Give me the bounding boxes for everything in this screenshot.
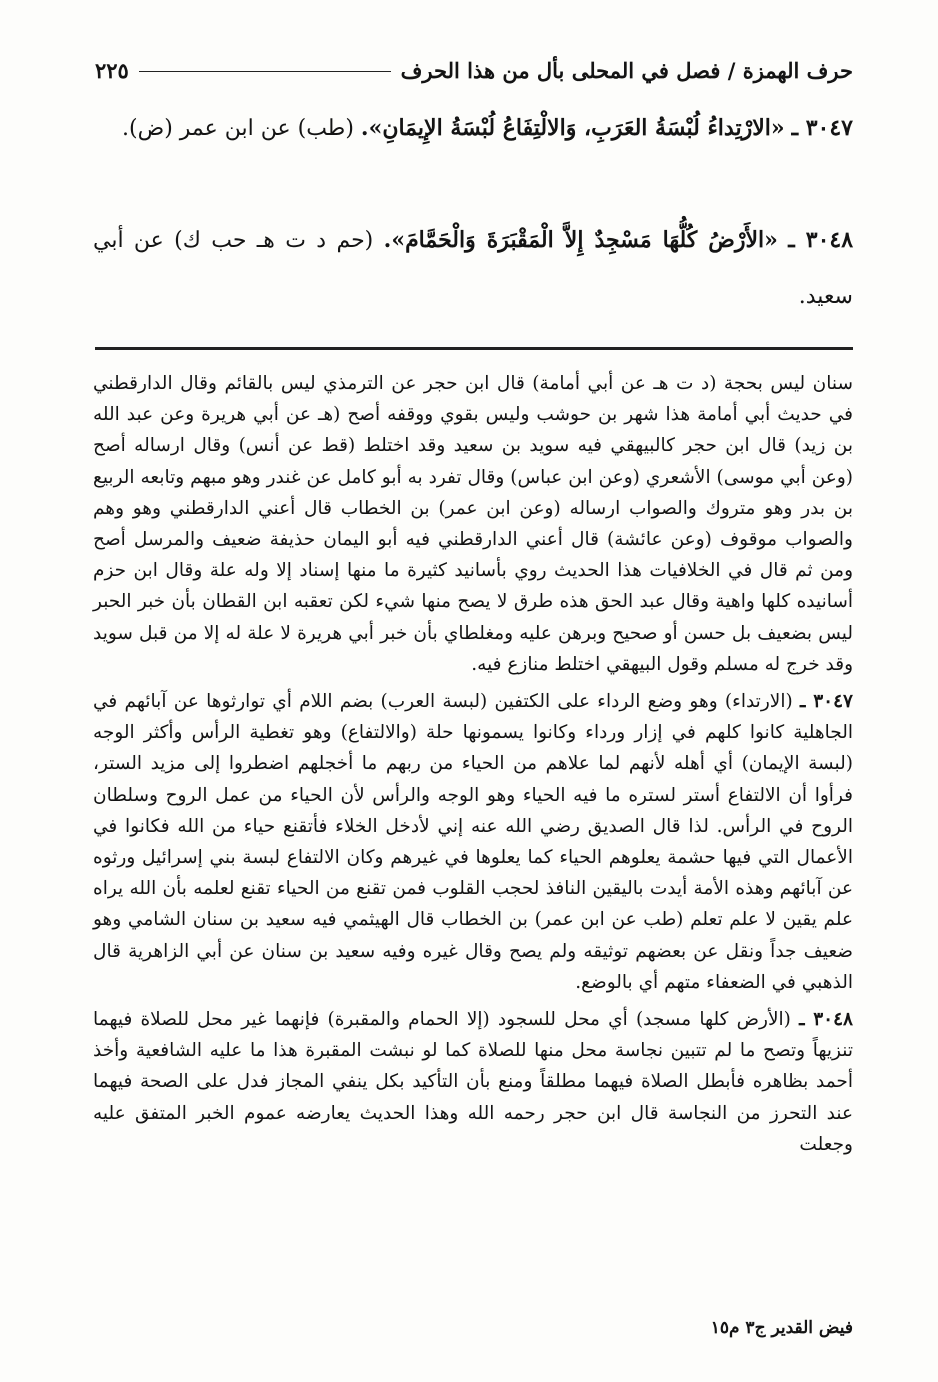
commentary-text: سنان ليس بحجة (د ت هـ عن أبي أمامة) قال ابن حجر عن الترمذي ليس بالقائم وقال الدارقطني في حديث أبي أمامة هذا شهر بن حوشب وليس بقوي ووقفه أصح (هـ عن أبي هريرة وعن عبد الله بن زيد) قال ابن حجر كالبيهقي فيه سويد بن سعيد وقد اختلط (قط عن أنس) وقال ارساله أصح (وعن أبي موسى) الأشعري (وعن ابن عباس) وقال تفرد به أبو كامل عن غندر وهو مبهم وتابعه الربيع بن بدر وهو متروك والصواب ارساله (وعن ابن عمر) بن الخطاب قال أعني الدارقطني وهو وهم والصواب موقوف (وعن عائشة) قال أعني الدارقطني فيه أبو اليمان حذيفة ضعيف والمرسل أصح ومن ثم قال في الخلافيات هذا الحديث روي بأسانيد كثيرة ما منها إسناد إلا وله علة وقال ابن حزم أسانيده كلها واهية وقال عبد الحق هذه طرق لا يصح منها شيء لكن تعقبه ابن القطان بأن خبر الحبر ليس بضعيف بل حسن أو صحيح وبرهن عليه ومغلطاي بأن خبر أبي هريرة لا علة له إلا من قبل سويد وقد خرج له مسلم وقول البيهقي اختلط منازع فيه.: [93, 373, 853, 675]
header-rule: [139, 71, 391, 72]
commentary-number: ٣٠٤٨ ـ: [799, 1009, 853, 1031]
page-header: [95, 58, 853, 92]
commentary-text: (الأرض كلها مسجد) أي محل للسجود (إلا الحمام والمقبرة) فإنهما غير محل للصلاة فيهما تنزيهاً وتصح ما لم تتبين نجاسة محل منها للصلاة كما لو نبشت المقبرة هذا ما عليه الشافعية وأخذ أحمد بظاهره فأبطل الصلاة فيهما مطلقاً ومنع بأن التأكيد بكل ينفي المجاز فدل على الصحة فيهما عند التحرز من النجاسة قال ابن حجر رحمه الله وهذا الحديث يعارضه عموم الخبر المتفق عليه وجعلت: [93, 1009, 853, 1155]
hadith-number: ٣٠٤٨ ـ: [788, 227, 854, 253]
section-divider: [95, 347, 853, 350]
hadith-text: «الارْتِداءُ لُبْسَةُ العَرَبِ، وَالالْتِفَاعُ لُبْسَةُ الإِيمَانِ».: [360, 115, 785, 141]
page-number: ٢٢٥: [95, 58, 129, 83]
hadith-source: (طب) عن ابن عمر (ض).: [122, 116, 354, 141]
printer-signature: فيض القدير ج٣ م١٥: [710, 1318, 853, 1338]
hadith-3048: [93, 212, 853, 325]
commentary-paragraph: [93, 1004, 853, 1160]
hadith-text: «الأَرْضُ كُلُّهَا مَسْجِدٌ إِلاَّ الْمَقْبَرَةَ وَالْحَمَّامَ».: [383, 227, 778, 253]
commentary-text: (الارتداء) وهو وضع الرداء على الكتفين (لبسة العرب) بضم اللام أي توارثوها عن آبائهم في الجاهلية كانوا كلهم في إزار ورداء وكانوا يسمونها حلة (والالتفاع) وهو تغطية الرأس وأكثر الوجه (لبسة الإيمان) أي أهله لأنهم لما علاهم من الحياء من ربهم ما أخجلهم اضطروا إلى مزيد الستر، فرأوا أن الالتفاع أستر لستره ما فيه الحياء وهو الوجه والرأس لأن الحياء من عمل الروح وسلطان الروح في الرأس. لذا قال الصديق رضي الله عنه إني لأدخل الخلاء فأتقنع حياء من الله فكانوا في الأعمال التي فيها حشمة يعلوهم الحياء كما يعلوها في غيرهم وكان الالتفاع لبسة بني إسرائيل ورثوه عن آبائهم وهذه الأمة أيدت باليقين النافذ لحجب القلوب فمن تقنع من الحياء تقنع لعلمه بأن الله يراه علم يقين لا علم تعلم (طب عن ابن عمر) بن الخطاب قال الهيثمي فيه سعيد بن سنان الشامي وهو ضعيف جداً ونقل عن بعضهم توثيقه ولم يصح وقال غيره وفيه سعيد بن سنان عن أبي الزاهرية قال الذهبي في الضعفاء متهم أي بالوضع.: [93, 691, 853, 993]
running-title: حرف الهمزة / فصل في المحلى بأل من هذا الحرف: [400, 58, 853, 83]
hadith-source: (حم د ت هـ حب ك) عن أبي سعيد.: [93, 228, 853, 309]
hadith-number: ٣٠٤٧ ـ: [791, 115, 853, 141]
commentary-paragraph: [93, 686, 853, 998]
commentary-number: ٣٠٤٧ ـ: [799, 691, 853, 713]
hadith-3047: [93, 100, 853, 157]
commentary-paragraph: [93, 368, 853, 680]
commentary-body: [93, 368, 853, 1166]
